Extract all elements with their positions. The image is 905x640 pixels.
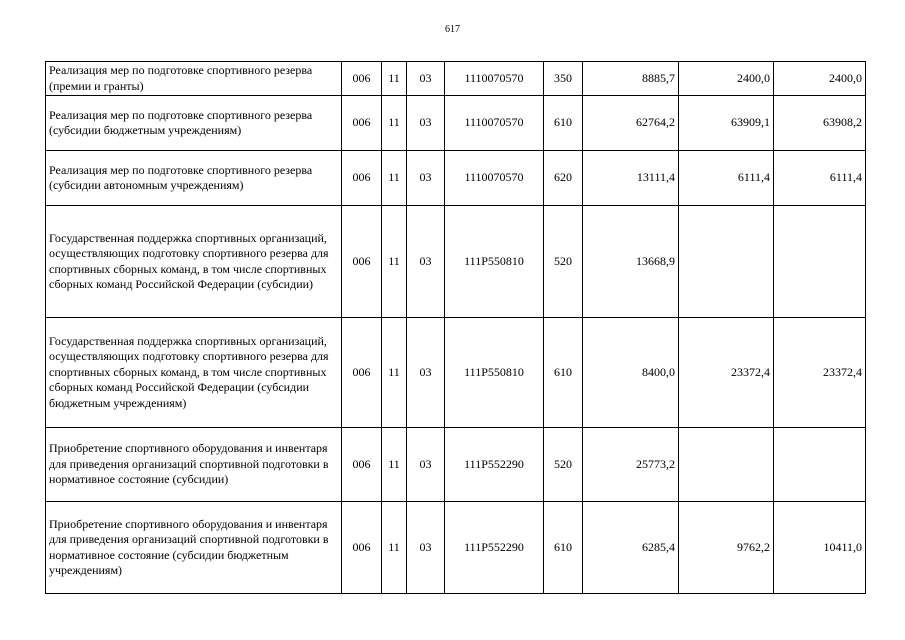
table-row (46, 206, 866, 318)
section-code: 11 (382, 62, 407, 96)
section-code: 11 (382, 318, 407, 428)
amount-year-2: 9762,2 (679, 502, 774, 594)
row-name: Приобретение спортивного оборудования и инвентаря для приведения организаций спортивной подготовки в нормативное состояние (субсидии) (46, 428, 342, 502)
subsection-code: 03 (407, 428, 445, 502)
row-name: Государственная поддержка спортивных организаций, осуществляющих подготовку спортивного резерва для спортивных сборных команд, в том числе спортивных сборных команд Российской Федерации (субсидии) (46, 206, 342, 318)
expense-type: 520 (544, 206, 583, 318)
section-code: 11 (382, 502, 407, 594)
amount-year-2: 6111,4 (679, 151, 774, 206)
table-row (46, 62, 866, 96)
amount-year-3 (774, 428, 866, 502)
expense-type: 520 (544, 428, 583, 502)
subsection-code: 03 (407, 151, 445, 206)
row-name: Реализация мер по подготовке спортивного резерва (премии и гранты) (46, 62, 342, 96)
amount-year-3 (774, 206, 866, 318)
amount-year-2 (679, 428, 774, 502)
subsection-code: 03 (407, 62, 445, 96)
subsection-code: 03 (407, 96, 445, 151)
subsection-code: 03 (407, 206, 445, 318)
ministry-code: 006 (342, 62, 382, 96)
amount-year-1: 25773,2 (583, 428, 679, 502)
page-number: 617 (445, 24, 460, 35)
expense-type: 610 (544, 318, 583, 428)
subsection-code: 03 (407, 502, 445, 594)
target-article: 111P552290 (445, 428, 544, 502)
amount-year-2: 23372,4 (679, 318, 774, 428)
section-code: 11 (382, 151, 407, 206)
expense-type: 350 (544, 62, 583, 96)
expense-type: 610 (544, 96, 583, 151)
table-row (46, 502, 866, 594)
amount-year-3: 6111,4 (774, 151, 866, 206)
section-code: 11 (382, 428, 407, 502)
table-row (46, 318, 866, 428)
expense-type: 620 (544, 151, 583, 206)
amount-year-2 (679, 206, 774, 318)
target-article: 111P550810 (445, 318, 544, 428)
budget-table (45, 61, 866, 594)
ministry-code: 006 (342, 428, 382, 502)
ministry-code: 006 (342, 206, 382, 318)
table-row (46, 151, 866, 206)
target-article: 111P550810 (445, 206, 544, 318)
target-article: 1110070570 (445, 151, 544, 206)
ministry-code: 006 (342, 151, 382, 206)
amount-year-2: 2400,0 (679, 62, 774, 96)
row-name: Реализация мер по подготовке спортивного резерва (субсидии бюджетным учреждениям) (46, 96, 342, 151)
amount-year-3: 2400,0 (774, 62, 866, 96)
amount-year-1: 13668,9 (583, 206, 679, 318)
expense-type: 610 (544, 502, 583, 594)
table-row (46, 96, 866, 151)
ministry-code: 006 (342, 502, 382, 594)
section-code: 11 (382, 96, 407, 151)
ministry-code: 006 (342, 96, 382, 151)
section-code: 11 (382, 206, 407, 318)
amount-year-3: 23372,4 (774, 318, 866, 428)
table-row (46, 428, 866, 502)
amount-year-1: 8400,0 (583, 318, 679, 428)
amount-year-1: 62764,2 (583, 96, 679, 151)
ministry-code: 006 (342, 318, 382, 428)
amount-year-1: 13111,4 (583, 151, 679, 206)
target-article: 1110070570 (445, 62, 544, 96)
amount-year-3: 63908,2 (774, 96, 866, 151)
target-article: 1110070570 (445, 96, 544, 151)
amount-year-1: 8885,7 (583, 62, 679, 96)
row-name: Государственная поддержка спортивных организаций, осуществляющих подготовку спортивного резерва для спортивных сборных команд, в том числе спортивных сборных команд Российской Федерации (субсидии бюджетным учреждениям) (46, 318, 342, 428)
subsection-code: 03 (407, 318, 445, 428)
row-name: Реализация мер по подготовке спортивного резерва (субсидии автономным учреждениям) (46, 151, 342, 206)
amount-year-3: 10411,0 (774, 502, 866, 594)
row-name: Приобретение спортивного оборудования и инвентаря для приведения организаций спортивной подготовки в нормативное состояние (субсидии бюджетным учреждениям) (46, 502, 342, 594)
target-article: 111P552290 (445, 502, 544, 594)
amount-year-2: 63909,1 (679, 96, 774, 151)
amount-year-1: 6285,4 (583, 502, 679, 594)
